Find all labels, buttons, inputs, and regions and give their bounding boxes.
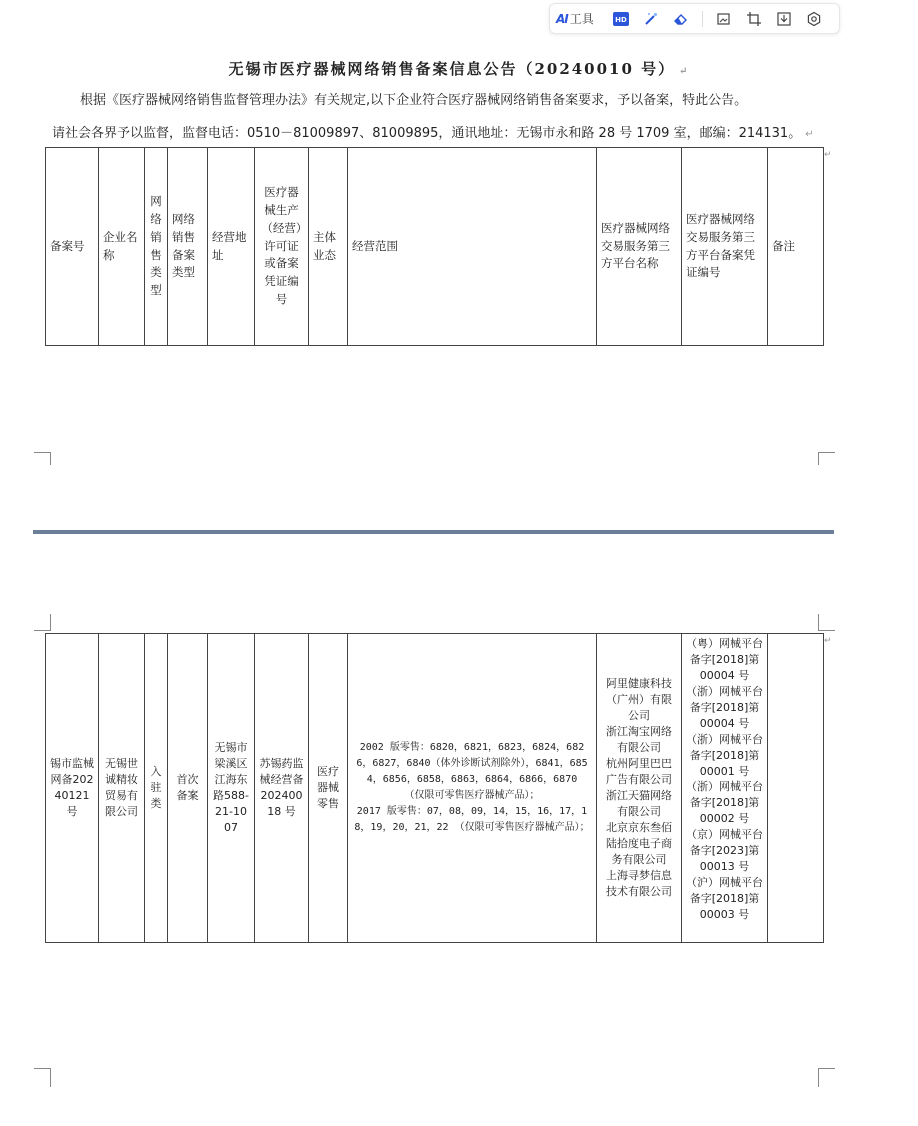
- cell-remark: [768, 634, 824, 943]
- eraser-icon[interactable]: [670, 8, 692, 30]
- return-mark: ↵: [824, 150, 832, 160]
- header-sales-type: 网络销售类型: [145, 148, 168, 346]
- header-platform-record: 医疗器械网络交易服务第三方平台备案凭证编号: [682, 148, 768, 346]
- header-scope: 经营范围: [348, 148, 597, 346]
- cell-record-no: 锡市监械网备20240121 号: [46, 634, 99, 943]
- cell-address: 无锡市梁溪区江海东路588-21-1007: [208, 634, 255, 943]
- cell-sales-type: 入驻类: [145, 634, 168, 943]
- header-platform-name: 医疗器械网络交易服务第三方平台名称: [597, 148, 682, 346]
- page-corner-mark: [818, 614, 835, 631]
- edit-image-icon[interactable]: [713, 8, 735, 30]
- page-corner-mark: [34, 452, 51, 465]
- platform-record: （浙）网械平台备字[2018]第 00004 号: [686, 684, 763, 730]
- page-break-divider: [33, 530, 834, 534]
- page-corner-mark: [34, 1068, 51, 1087]
- cell-platform-names: [597, 634, 682, 943]
- magic-wand-icon[interactable]: [640, 8, 662, 30]
- return-mark: ↵: [824, 636, 832, 646]
- platform-record: （京）网械平台备字[2023]第 00013 号: [686, 828, 763, 874]
- crop-icon[interactable]: [743, 8, 765, 30]
- data-table: [45, 633, 824, 943]
- header-record-type: 网络销售备案类型: [168, 148, 208, 346]
- svg-text:HD: HD: [614, 15, 627, 24]
- cell-license-no: 苏锡药监械经营备20240018 号: [255, 634, 309, 943]
- table-row: [46, 634, 824, 943]
- platform-record: （沪）网械平台备字[2018]第 00003 号: [686, 876, 763, 921]
- ai-tools-button[interactable]: [556, 10, 594, 27]
- cell-record-type: 首次备案: [168, 634, 208, 943]
- document-paragraph-regulation: 根据《医疗器械网络销售监督管理办法》有关规定,以下企业符合医疗器械网络销售备案要求，予以备案，特此公告。: [80, 93, 748, 108]
- header-table: [45, 147, 824, 346]
- toolbar-separator: [702, 11, 703, 27]
- cell-business-form: 医疗器械零售: [309, 634, 348, 943]
- platform-name: 上海寻梦信息技术有限公司: [606, 868, 672, 898]
- ai-label: AI: [556, 11, 568, 26]
- floating-toolbar: [549, 3, 840, 34]
- platform-name: 浙江天猫网络有限公司: [606, 789, 672, 818]
- cell-platform-records: [682, 634, 768, 943]
- scope-2002: 2002 版零售：6820，6821，6823，6824，6826，6827，6840（体外诊断试剂除外），6841，6854，6856，6858，6863，6864，6866，6870 （仅限可零售医疗器械产品）；: [356, 742, 588, 801]
- platform-name: 北京京东叁佰陆拾度电子商务有限公司: [606, 820, 672, 866]
- hd-icon[interactable]: [610, 8, 632, 30]
- settings-icon[interactable]: [803, 8, 825, 30]
- ai-tools-label: 工具: [569, 12, 594, 26]
- platform-record: （浙）网械平台备字[2018]第 00001 号: [686, 732, 763, 778]
- header-address: 经营地址: [208, 148, 255, 346]
- platform-record: （粤）网械平台备字[2018]第 00004 号: [686, 637, 763, 682]
- platform-name: 杭州阿里巴巴广告有限公司: [606, 757, 672, 787]
- header-business-form: 主体业态: [309, 148, 348, 346]
- page-corner-mark: [818, 1068, 835, 1087]
- document-title: 无锡市医疗器械网络销售备案信息公告（20240010 号） ↵: [228, 60, 690, 78]
- download-icon[interactable]: [773, 8, 795, 30]
- platform-record: （浙）网械平台备字[2018]第 00002 号: [686, 780, 763, 826]
- cell-scope: [348, 634, 597, 943]
- platform-name: 阿里健康科技（广州）有限公司: [606, 677, 672, 723]
- header-company: 企业名称: [99, 148, 145, 346]
- document-paragraph-contact: 请社会各界予以监督，监督电话：0510－81009897、81009895，通讯地址：无锡市永和路 28 号 1709 室，邮编：214131。 ↵: [52, 126, 814, 141]
- header-license-no: 医疗器械生产（经营）许可证或备案凭证编号: [255, 148, 309, 346]
- page-corner-mark: [818, 452, 835, 465]
- page-corner-mark: [34, 614, 51, 631]
- platform-name: 浙江淘宝网络有限公司: [606, 725, 672, 755]
- header-record-no: 备案号: [46, 148, 99, 346]
- header-remark: 备注: [768, 148, 824, 346]
- cell-company: 无锡世诚精妆贸易有限公司: [99, 634, 145, 943]
- scope-2017: 2017 版零售：07，08，09，14，15，16，17，18，19，20，21，22 （仅限可零售医疗器械产品）；: [354, 806, 590, 833]
